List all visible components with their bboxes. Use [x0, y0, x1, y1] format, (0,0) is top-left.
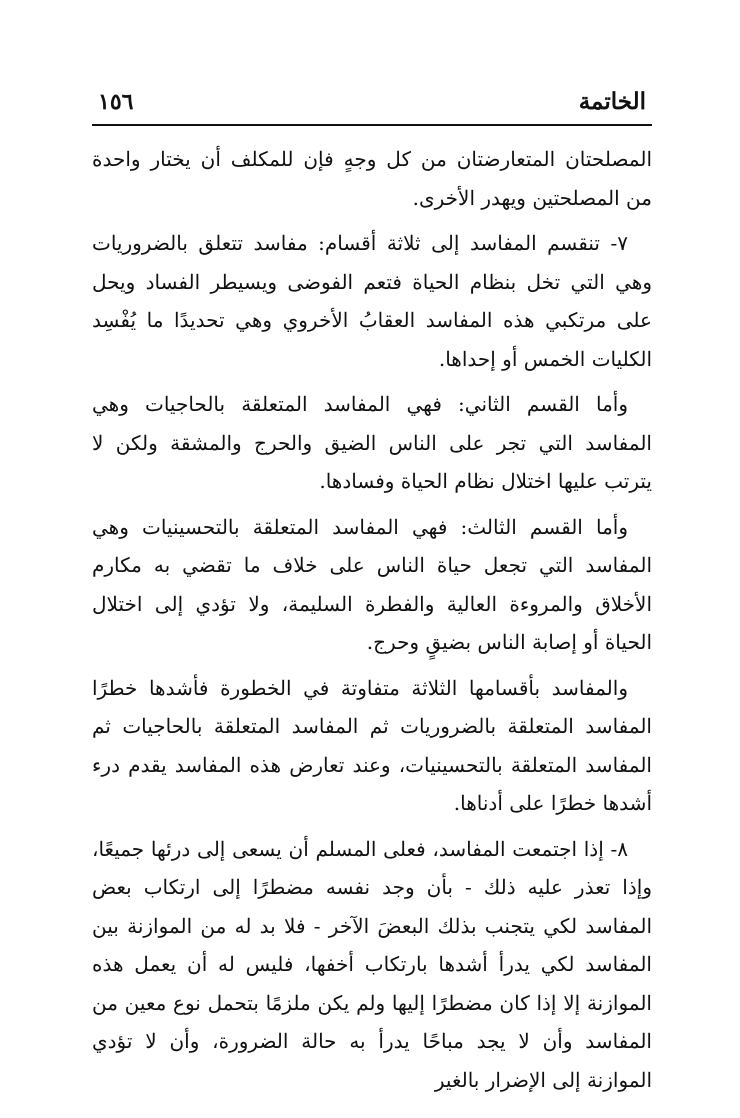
page-header — [92, 84, 652, 120]
header-divider — [92, 124, 652, 126]
paragraph-4: وأما القسم الثالث: فهي المفاسد المتعلقة بالتحسينيات وهي المفاسد التي تجعل حياة الناس على خلاف ما تقضي به مكارم الأخلاق والمروءة العالية والفطرة السليمة، ولا تؤدي إلى اختلال الحياة أو إصابة الناس بضيقٍ وحرج. — [92, 514, 652, 654]
body-text — [92, 140, 652, 1099]
paragraph-5: والمفاسد بأقسامها الثلاثة متفاوتة في الخطورة فأشدها خطرًا المفاسد المتعلقة بالضروريات ثم المفاسد المتعلقة بالحاجيات ثم المفاسد المتعلقة بالتحسينيات، وعند تعارض هذه المفاسد يقدم درء أشدها خطرًا على أدناها. — [92, 675, 652, 815]
paragraph-2: ٧- تنقسم المفاسد إلى ثلاثة أقسام: مفاسد تتعلق بالضروريات وهي التي تخل بنظام الحياة فتعم الفوضى ويسيطر الفساد ويحل على مرتكبي هذه المفاسد العقابُ الأخروي وهي تحديدًا ما يُفْسِد الكليات الخمس أو إحداها. — [92, 231, 652, 371]
page-number: ١٥٦ — [98, 89, 134, 115]
paragraph-6: ٨- إذا اجتمعت المفاسد، فعلى المسلم أن يسعى إلى درئها جميعًا، وإذا تعذر عليه ذلك - بأن وجد نفسه مضطرًا إلى ارتكاب بعض المفاسد لكي يتجنب بذلك البعضَ الآخر - فلا بد له من الموازنة بين المفاسد لكي يدرأ أشدها بارتكاب أخفها، فليس له أن يعمل هذه الموازنة إلا إذا كان مضطرًا إليها ولم يكن ملزمًا بتحمل نوع معين من المفاسد وأن لا يجد مباحًا يدرأ به حالة الضرورة، وأن لا تؤدي الموازنة إلى الإضرار بالغير — [92, 836, 652, 1092]
paragraph-3: وأما القسم الثاني: فهي المفاسد المتعلقة بالحاجيات وهي المفاسد التي تجر على الناس الضيق والحرج والمشقة ولكن لا يترتب عليها اختلال نظام الحياة وفسادها. — [92, 392, 652, 493]
paragraph-1: المصلحتان المتعارضتان من كل وجهٍ فإن للمكلف أن يختار واحدة من المصلحتين ويهدر الأخرى. — [92, 147, 652, 210]
chapter-title: الخاتمة — [578, 88, 646, 115]
